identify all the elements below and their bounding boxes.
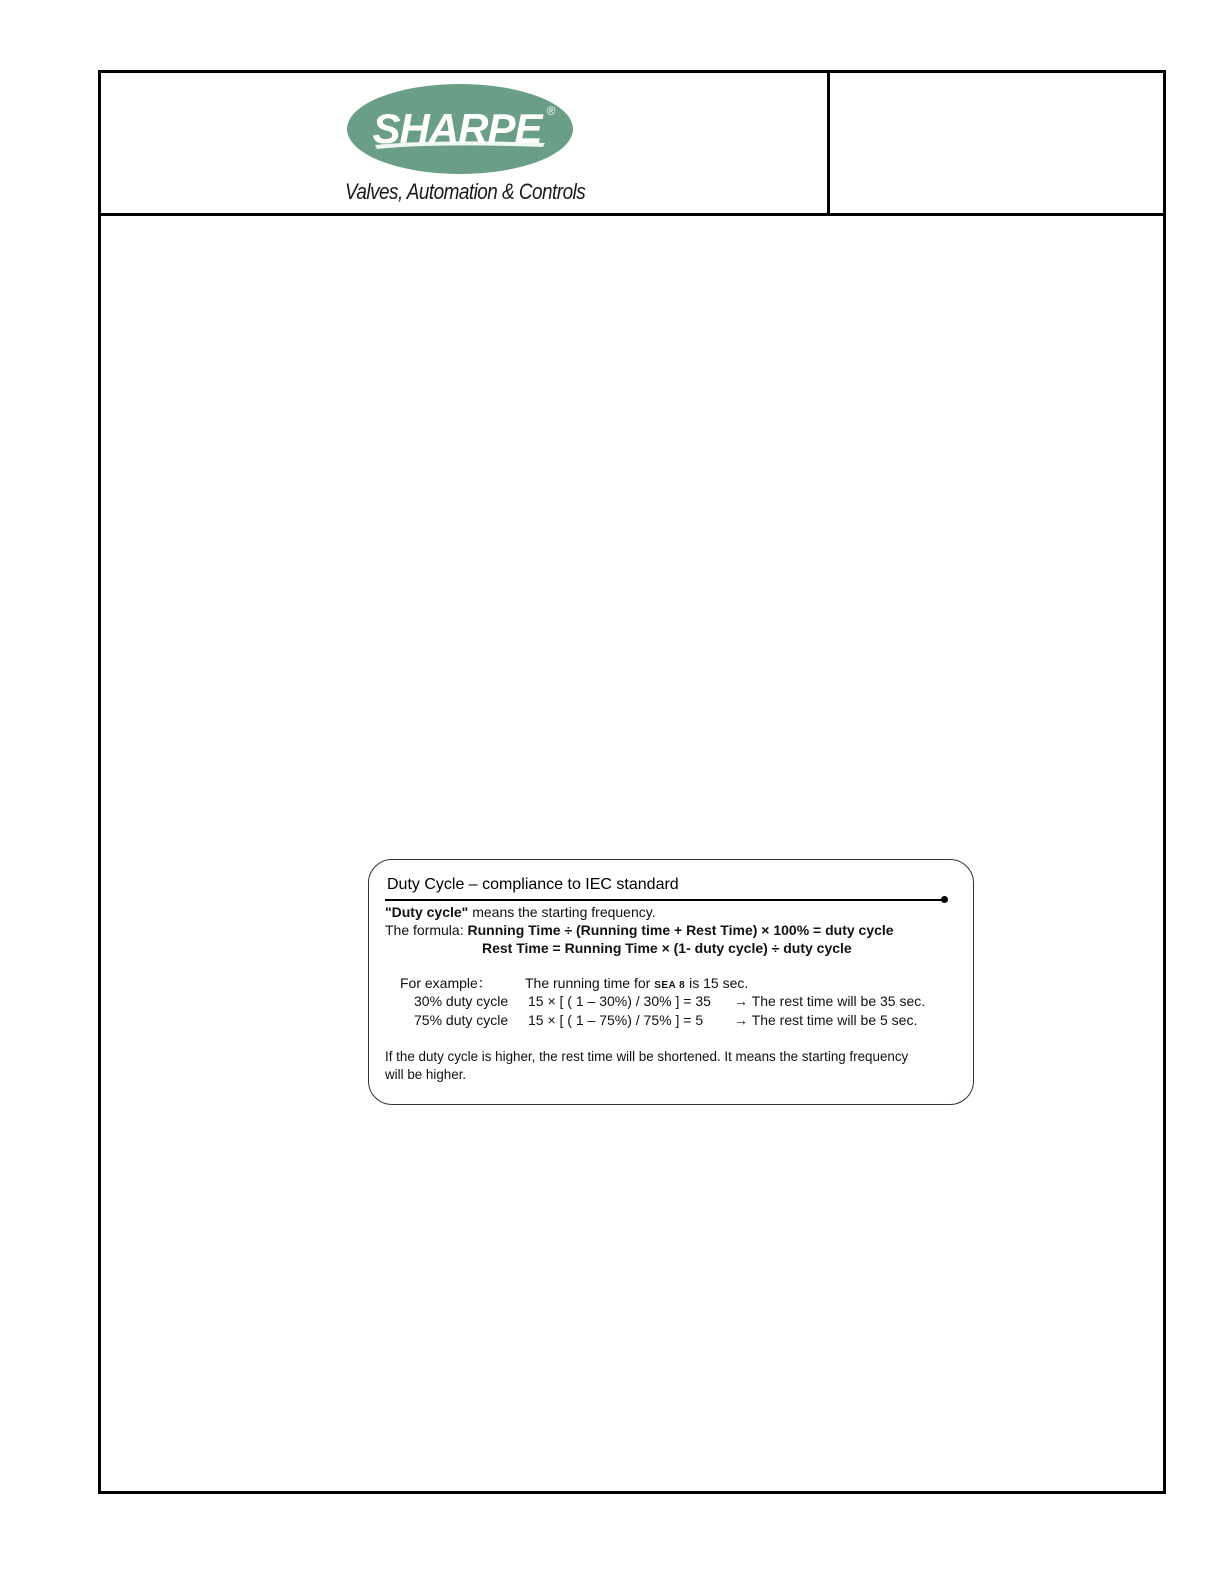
conclusion-line-1: If the duty cycle is higher, the rest time will be shortened. It means the starting frequency — [385, 1049, 909, 1064]
title-rule — [385, 899, 945, 901]
sharpe-logo — [345, 83, 586, 211]
duty-cycle-title: Duty Cycle – compliance to IEC standard — [387, 876, 679, 893]
logo-brand-text: SHARPE — [372, 105, 542, 152]
example-row-label: 75% duty cycle — [414, 1012, 509, 1028]
definition-text: means the starting frequency. — [472, 904, 656, 920]
logo-tagline: Valves, Automation & Controls — [345, 179, 586, 204]
formula-rest-time: Rest Time = Running Time × (1- duty cycle) ÷ duty cycle — [482, 940, 852, 956]
example-model: SEA 8 — [654, 980, 686, 991]
duty-cycle-panel — [368, 859, 974, 1105]
example-row-result: → The rest time will be 35 sec. — [734, 993, 926, 1009]
formula-duty-cycle: Running Time ÷ (Running time + Rest Time) × 100% = duty cycle — [467, 922, 894, 938]
example-intro-post: is 15 sec. — [689, 975, 749, 991]
title-rule-dot — [941, 896, 948, 903]
formula-label: The formula: — [385, 922, 464, 938]
conclusion-line-2: will be higher. — [385, 1067, 467, 1082]
example-intro-pre: The running time for — [525, 975, 651, 991]
definition-term: "Duty cycle" — [385, 904, 469, 920]
formula-line-1 — [385, 921, 894, 939]
example-row-calc: 15 × [ ( 1 – 30%) / 30% ] = 35 — [528, 993, 711, 1009]
registered-mark: ® — [546, 104, 556, 118]
example-row-result: → The rest time will be 5 sec. — [734, 1012, 918, 1028]
example-label: For example： — [400, 975, 492, 991]
logo-ellipse-graphic — [345, 83, 575, 179]
page-frame — [98, 70, 1166, 1494]
example-row-label: 30% duty cycle — [414, 993, 509, 1009]
definition-line — [385, 903, 656, 921]
header-divider — [827, 73, 830, 213]
page-header — [101, 73, 1163, 216]
example-row-calc: 15 × [ ( 1 – 75%) / 75% ] = 5 — [528, 1012, 704, 1028]
